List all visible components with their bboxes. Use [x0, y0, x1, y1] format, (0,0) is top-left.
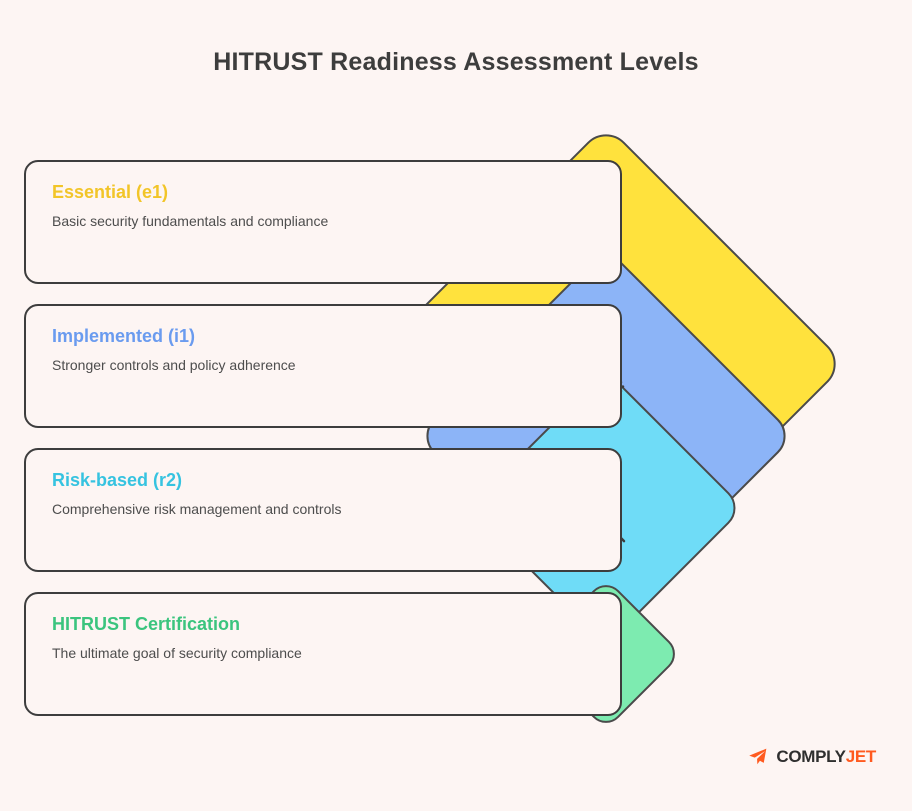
- level-card-risk-based[interactable]: [24, 448, 622, 572]
- logo-jet-text: JET: [845, 747, 876, 766]
- paper-plane-icon: [747, 747, 769, 767]
- level-title: HITRUST Certification: [52, 614, 241, 634]
- page-title: HITRUST Readiness Assessment Levels: [213, 48, 699, 76]
- level-description: Basic security fundamentals and compliance: [52, 213, 329, 229]
- level-card-certification[interactable]: [24, 592, 622, 716]
- level-description: The ultimate goal of security compliance: [52, 645, 302, 661]
- level-description: Comprehensive risk management and controls: [52, 501, 342, 517]
- level-description: Stronger controls and policy adherence: [52, 357, 296, 373]
- logo-comply-text: COMPLY: [776, 747, 846, 766]
- logo-wordmark: [776, 747, 876, 767]
- level-title: Essential (e1): [52, 182, 169, 202]
- level-title: Implemented (i1): [52, 326, 196, 346]
- brand-logo: [747, 747, 876, 767]
- level-title: Risk-based (r2): [52, 470, 183, 490]
- level-card-essential[interactable]: [24, 160, 622, 284]
- level-card-implemented[interactable]: [24, 304, 622, 428]
